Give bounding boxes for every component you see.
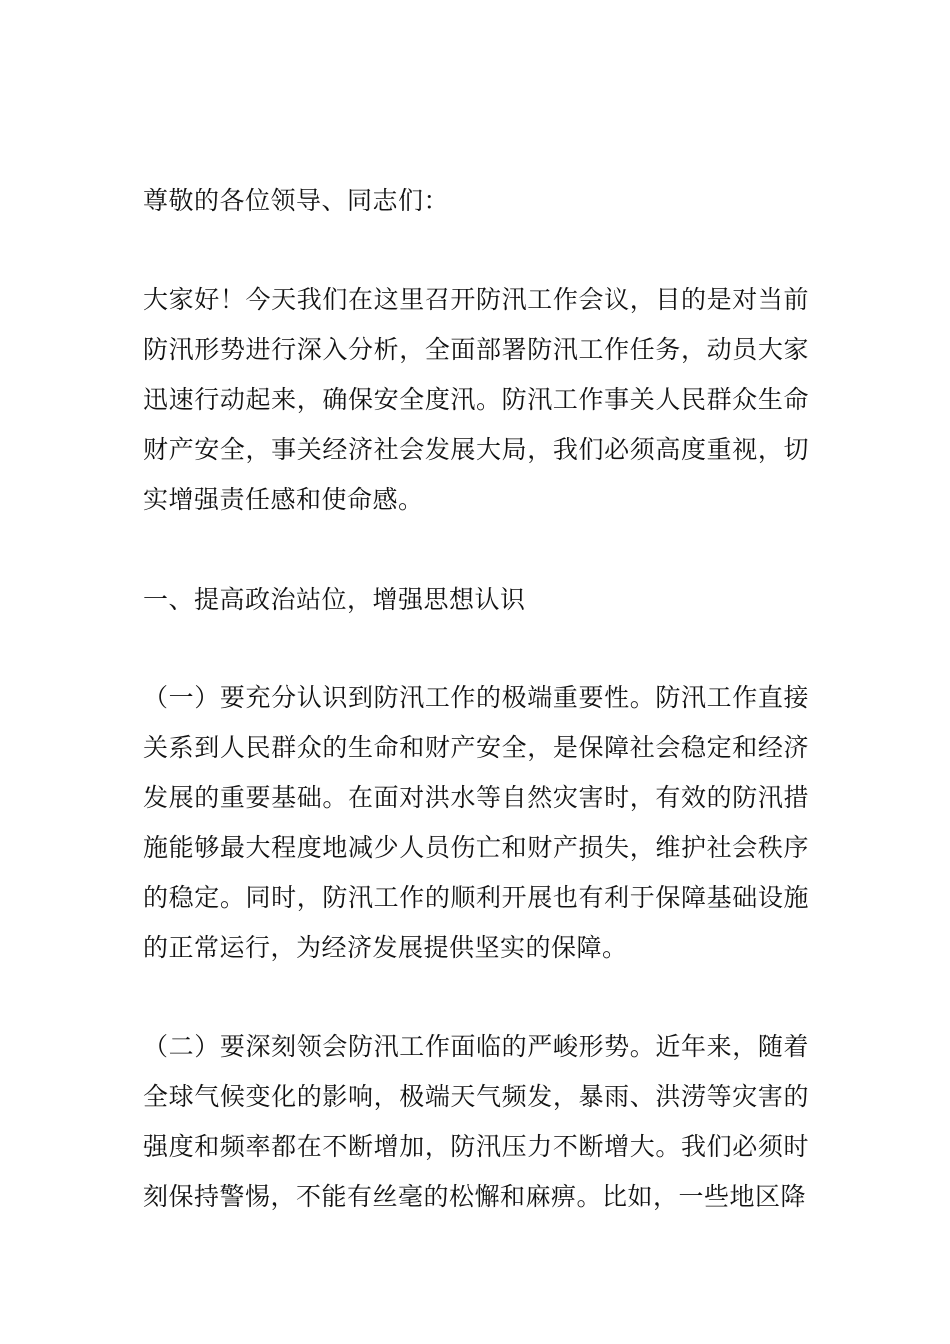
section-paragraph-2: （二）要深刻领会防汛工作面临的严峻形势。近年来，随着全球气候变化的影响，极端天气频发，暴雨、洪涝等灾害的强度和频率都在不断增加，防汛压力不断增大。我们必须时刻保持警惕，不能有丝毫的松懈和麻痹。比如，一些地区降 [143, 1032, 809, 1211]
intro-paragraph: 大家好！今天我们在这里召开防汛工作会议，目的是对当前防汛形势进行深入分析，全面部署防汛工作任务，动员大家迅速行动起来，确保安全度汛。防汛工作事关人民群众生命财产安全，事关经济社会发展大局，我们必须高度重视，切实增强责任感和使命感。 [143, 285, 809, 514]
section-heading: 一、提高政治站位，增强思想认识 [143, 585, 526, 614]
section-paragraph-1: （一）要充分认识到防汛工作的极端重要性。防汛工作直接关系到人民群众的生命和财产安全，是保障社会稳定和经济发展的重要基础。在面对洪水等自然灾害时，有效的防汛措施能够最大程度地减少人员伤亡和财产损失，维护社会秩序的稳定。同时，防汛工作的顺利开展也有利于保障基础设施的正常运行，为经济发展提供坚实的保障。 [143, 683, 809, 962]
salutation: 尊敬的各位领导、同志们： [143, 186, 450, 215]
